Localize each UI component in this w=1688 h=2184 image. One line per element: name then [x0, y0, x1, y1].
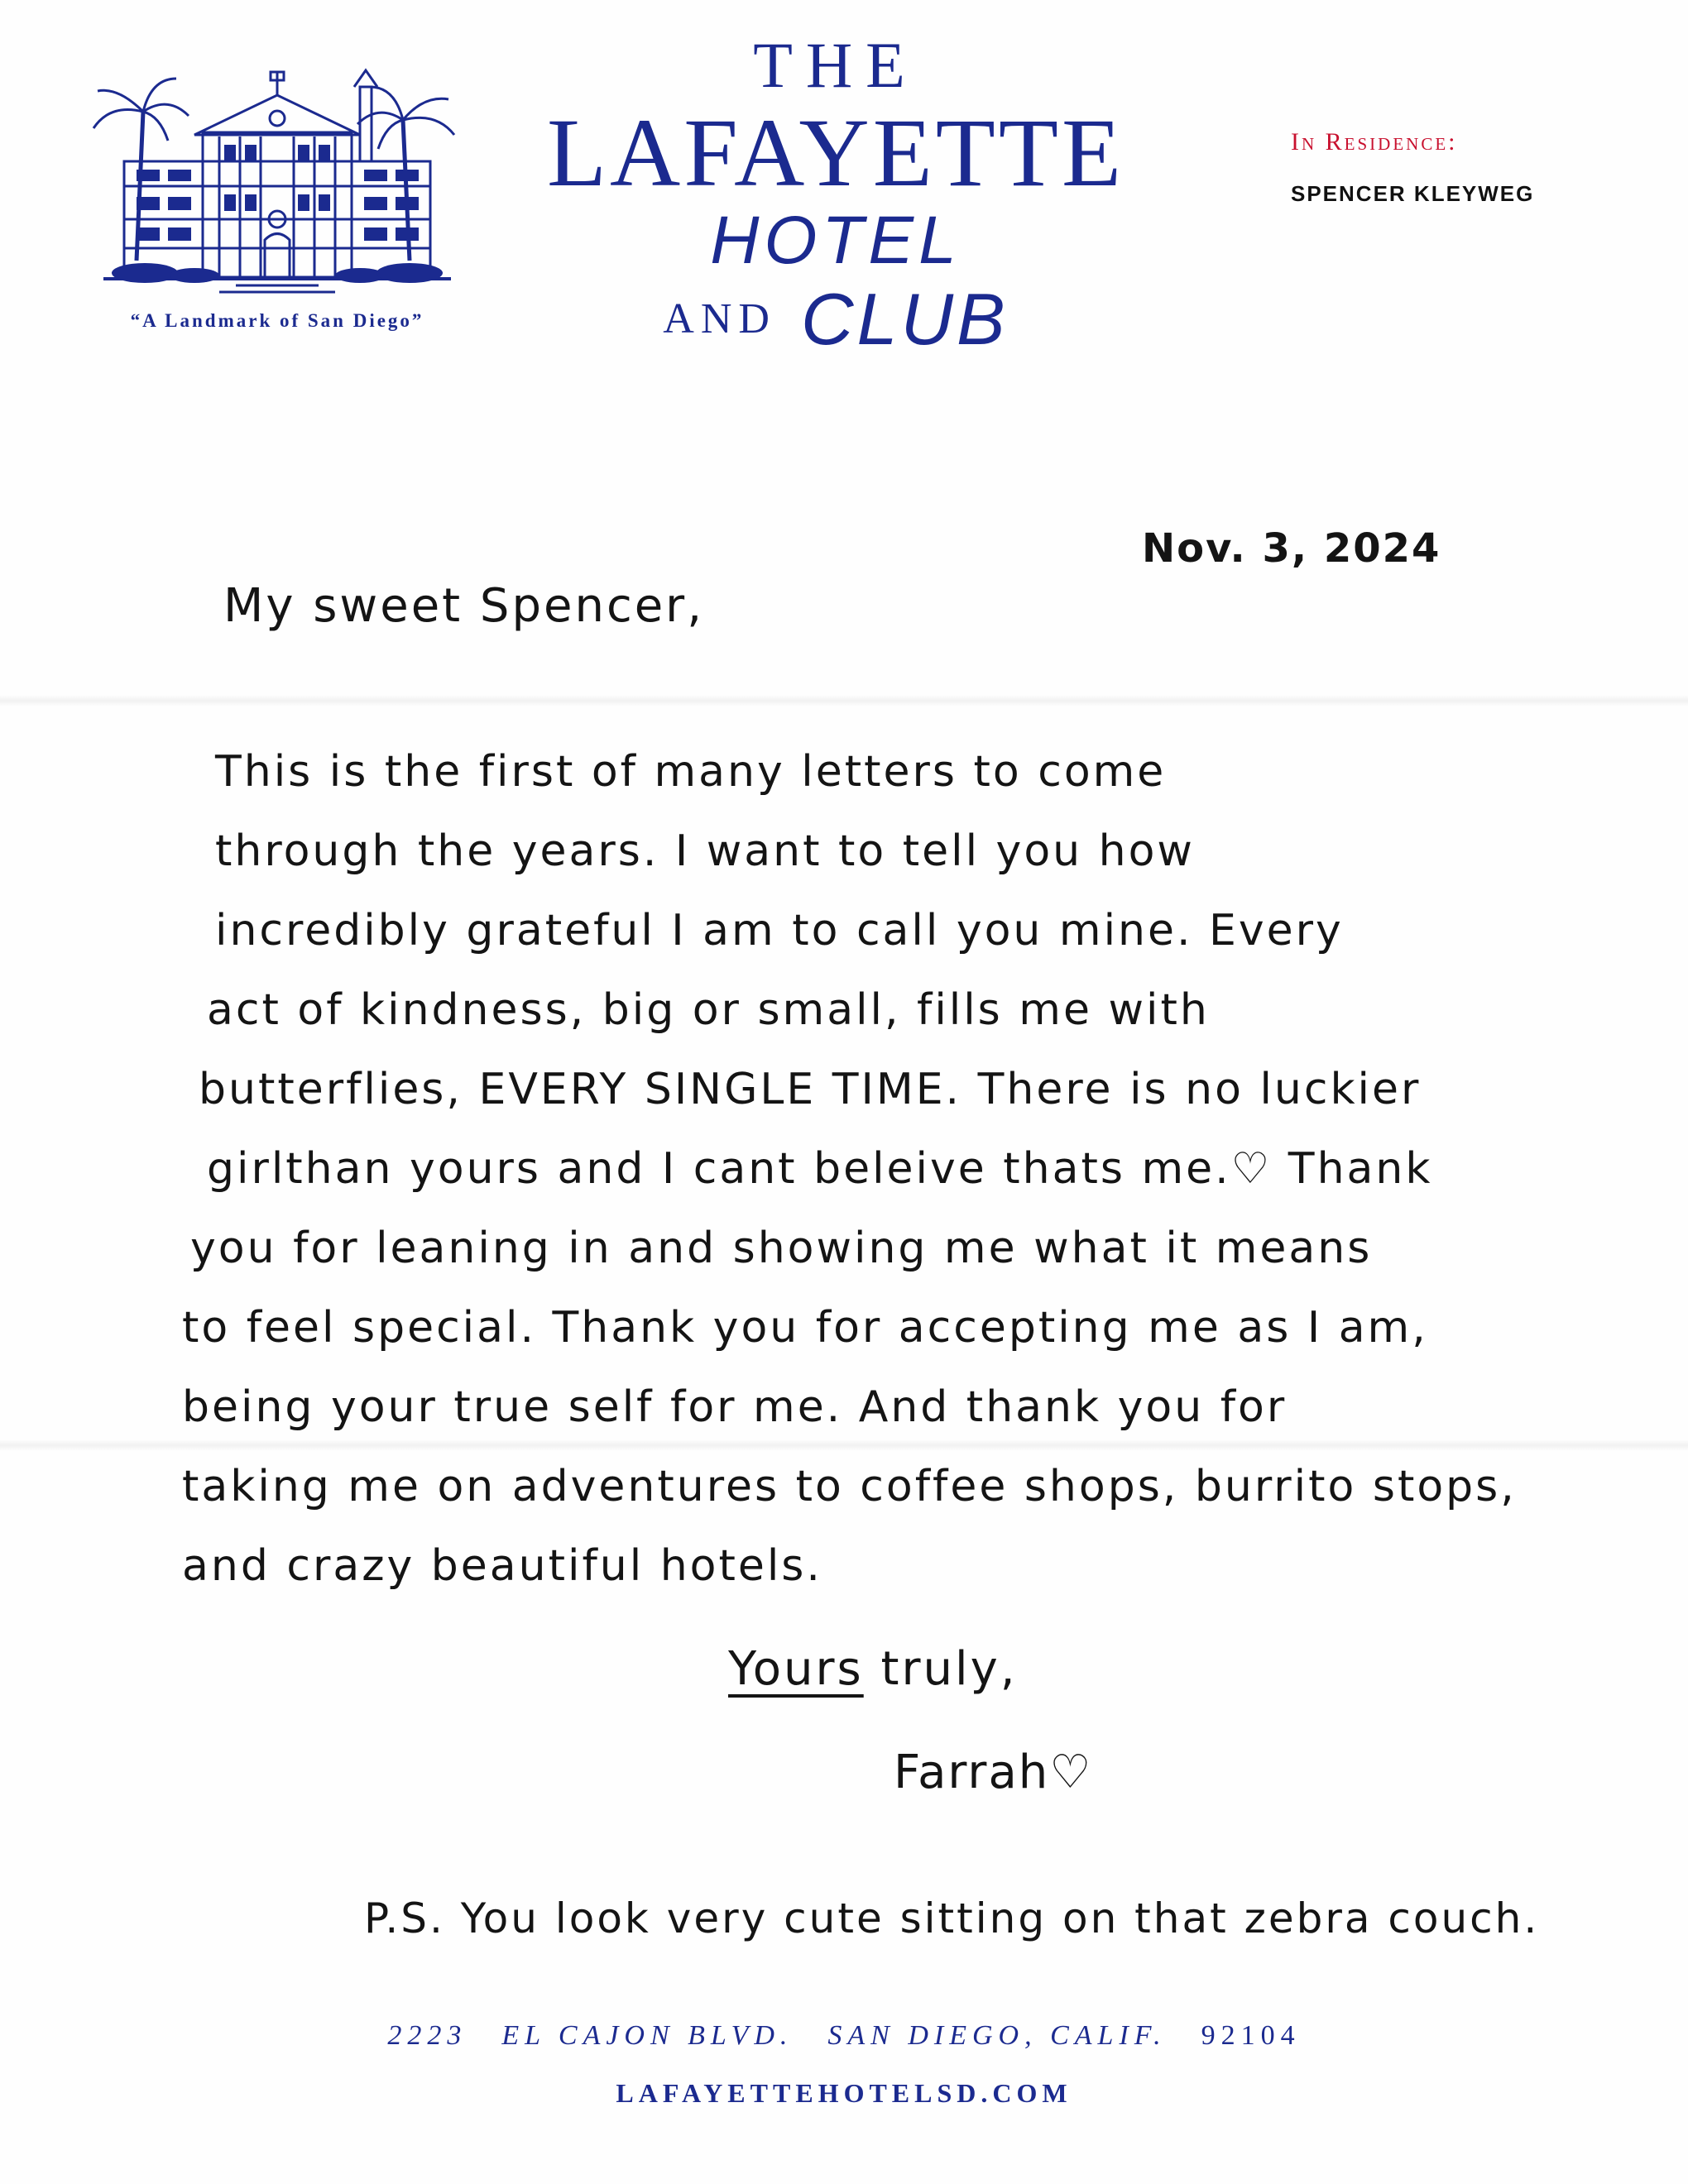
body-line: incredibly grateful I am to call you mine. Every	[215, 906, 1344, 956]
footer-website: LAFAYETTEHOTELSD.COM	[616, 2078, 1072, 2108]
closing-underlined: Yours	[728, 1642, 864, 1696]
body-line: taking me on adventures to coffee shops, burrito stops,	[182, 1462, 1517, 1511]
title-name: LAFAYETTE	[546, 98, 1125, 207]
body-line: through the years. I want to tell you how	[215, 826, 1195, 876]
letter-signature: Farrah♡	[894, 1746, 1093, 1799]
hotel-building-illustration	[79, 62, 476, 302]
city: SAN DIEGO, CALIF.	[827, 2020, 1167, 2051]
title-club: CLUB	[800, 278, 1009, 360]
body-line: you for leaning in and showing me what it means	[190, 1224, 1373, 1273]
letter-postscript: P.S. You look very cute sitting on that zebra couch.	[364, 1894, 1540, 1942]
title-hotel: HOTEL	[710, 203, 961, 278]
logo-caption: “A Landmark of San Diego”	[130, 310, 424, 331]
street-name: EL CAJON BLVD.	[501, 2020, 794, 2051]
letter-closing	[728, 1642, 1018, 1696]
body-line: butterflies, EVERY SINGLE TIME. There is no luckier	[199, 1065, 1422, 1114]
residence-block	[1291, 128, 1622, 207]
residence-label: In Residence:	[1291, 128, 1458, 156]
body-line: girlthan yours and I cant beleive thats me.♡ Thank	[207, 1144, 1433, 1194]
zip: 92104	[1201, 2020, 1301, 2051]
paper-fold	[0, 695, 1688, 706]
title-the: THE	[753, 29, 918, 101]
letter-body	[182, 732, 1517, 1606]
footer-address	[0, 2020, 1688, 2052]
letter-greeting: My sweet Spencer,	[223, 579, 705, 633]
body-line: to feel special. Thank you for accepting me as I am,	[182, 1303, 1428, 1353]
body-line: This is the first of many letters to come	[215, 747, 1167, 797]
body-line: act of kindness, big or small, fills me with	[207, 985, 1210, 1035]
closing-rest: truly,	[863, 1642, 1018, 1696]
hotel-title	[530, 29, 1142, 360]
residence-name: SPENCER KLEYWEG	[1291, 181, 1535, 206]
street-number: 2223	[387, 2020, 468, 2051]
letter-date: Nov. 3, 2024	[1142, 525, 1441, 572]
body-line: being your true self for me. And thank you for	[182, 1382, 1288, 1432]
title-and: AND	[663, 295, 776, 342]
body-line: and crazy beautiful hotels.	[182, 1541, 822, 1591]
hotel-logo	[79, 62, 476, 335]
